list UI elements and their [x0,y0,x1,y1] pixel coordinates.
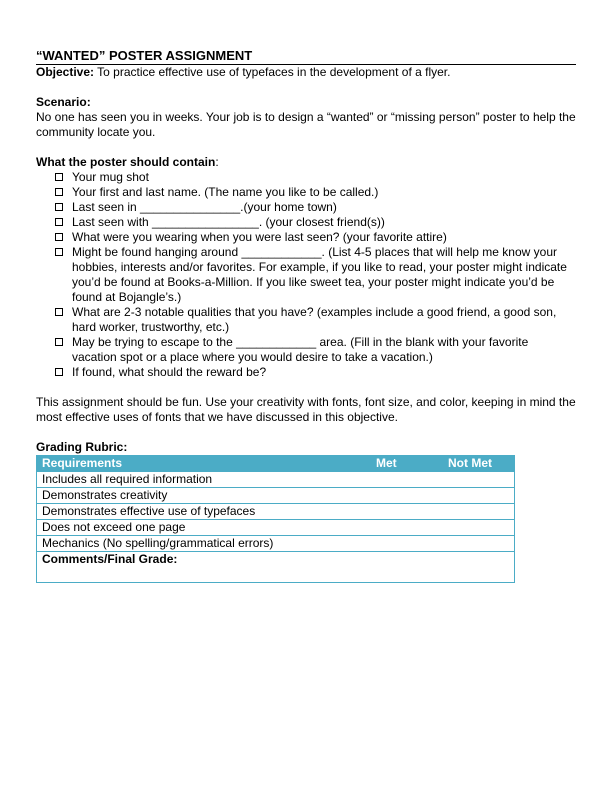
document-page [36,48,576,583]
rubric-heading: Grading Rubric: [36,440,128,454]
checklist-item [54,215,576,230]
checkbox-icon [55,203,63,211]
checkbox-icon [55,338,63,346]
checklist-item [54,200,576,215]
rubric-row [37,504,515,520]
rubric-header-requirements: Requirements [37,456,371,472]
checklist-item [54,185,576,200]
checklist-item [54,170,576,185]
objective-line [36,65,576,80]
rubric-requirement: Includes all required information [37,472,515,488]
checkbox-icon [55,173,63,181]
checkbox-icon [55,218,63,226]
checklist-item-text: Your mug shot [72,170,149,184]
checklist-item-text: Last seen in _______________.(your home town) [72,200,337,214]
checkbox-icon [55,368,63,376]
closing-paragraph: This assignment should be fun. Use your creativity with fonts, font size, and color, keeping in mind the most effective uses of fonts that we have discussed in this objective. [36,395,576,424]
scenario-text: No one has seen you in weeks. Your job is to design a “wanted” or “missing person” poster to help the community locate you. [36,110,576,139]
checklist-item-text: What are 2-3 notable qualities that you have? (examples include a good friend, a good son, hard worker, trustworthy, etc.) [72,305,557,334]
grading-rubric-table [36,455,515,583]
rubric-header-not-met: Not Met [443,456,515,472]
document-title: “WANTED” POSTER ASSIGNMENT [36,48,576,65]
rubric-requirement: Demonstrates effective use of typefaces [37,504,515,520]
rubric-row [37,520,515,536]
objective-label: Objective: [36,65,95,79]
rubric-row [37,472,515,488]
checklist-item [54,365,576,380]
contents-heading: What the poster should contain [36,155,216,169]
checklist-item-text: What were you wearing when you were last seen? (your favorite attire) [72,230,447,244]
checklist-item-text: Last seen with ________________. (your closest friend(s)) [72,215,385,229]
rubric-row [37,488,515,504]
rubric-requirement: Does not exceed one page [37,520,515,536]
checklist-item-text: If found, what should the reward be? [72,365,267,379]
rubric-header-met: Met [371,456,443,472]
rubric-requirement: Demonstrates creativity [37,488,515,504]
checklist-item [54,305,576,335]
checkbox-icon [55,188,63,196]
checklist-item-text: Your first and last name. (The name you like to be called.) [72,185,379,199]
checklist-item [54,245,576,305]
rubric-comments-row [37,552,515,583]
checklist-item-text: Might be found hanging around ____________. (List 4-5 places that will help me know your hobbies, interests and/or favorites. For example, if you like to read, your poster might indicate you’d be found at Books-a-Million. If you like sweet tea, your poster might indicate you’d be found at Bojangle’s.) [72,245,567,304]
rubric-row [37,536,515,552]
objective-text: To practice effective use of typefaces in the development of a flyer. [94,65,451,79]
checkbox-icon [55,233,63,241]
checklist-item [54,335,576,365]
checkbox-icon [55,248,63,256]
contents-heading-line [36,155,576,170]
rubric-comments: Comments/Final Grade: [37,552,515,583]
contents-heading-colon: : [215,155,219,169]
checklist-item [54,230,576,245]
checklist-item-text: May be trying to escape to the ____________ area. (Fill in the blank with your favorite vacation spot or a place where you would desire to take a vacation.) [72,335,529,364]
rubric-header-row [37,456,515,472]
checkbox-icon [55,308,63,316]
rubric-requirement: Mechanics (No spelling/grammatical errors) [37,536,515,552]
contents-checklist [36,170,576,380]
scenario-heading: Scenario: [36,95,91,109]
